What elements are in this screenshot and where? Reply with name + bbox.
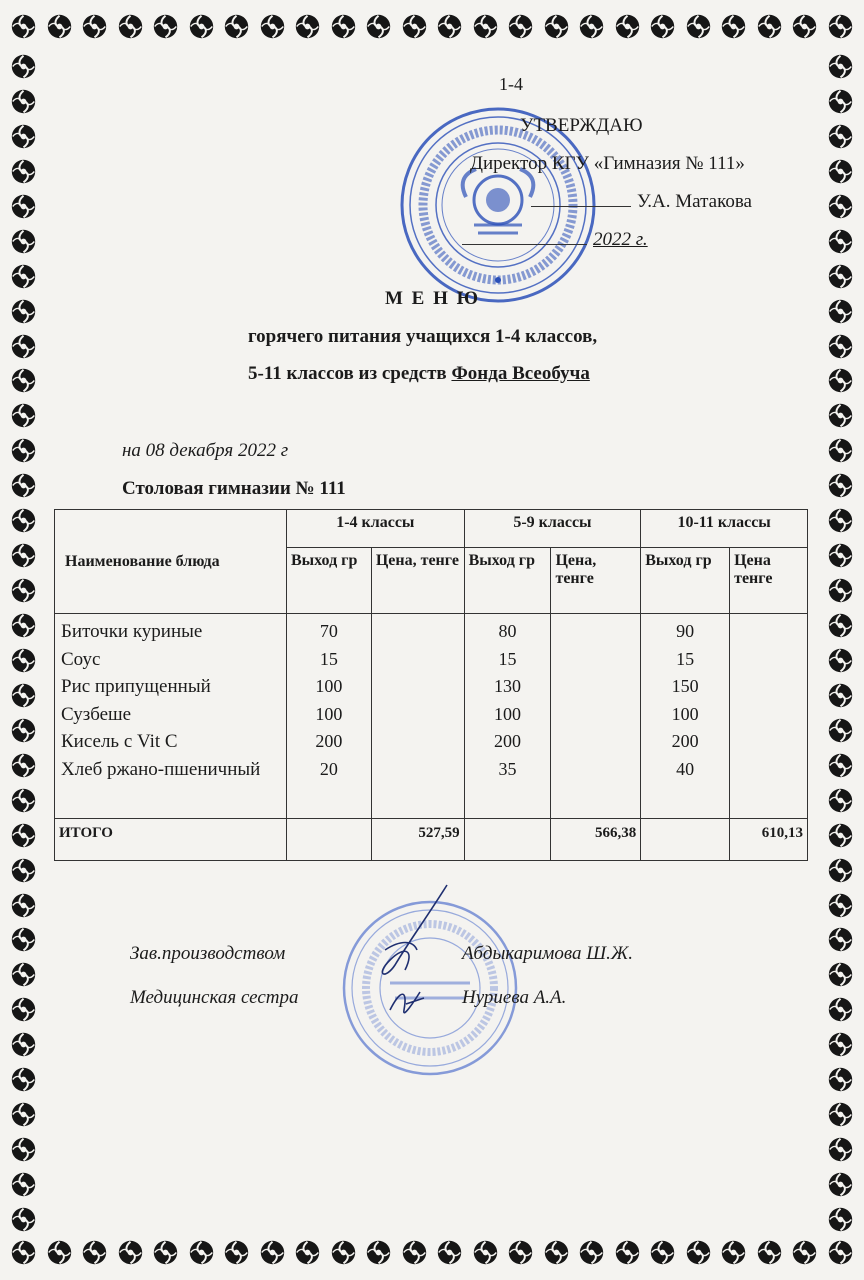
ornament-icon <box>46 13 73 40</box>
group-header-5-9: 5-9 классы <box>464 510 641 548</box>
menu-subtitle-2: 5-11 классов из средств Фонда Всеобуча <box>248 363 590 384</box>
dish-item: Биточки куриные <box>61 621 203 642</box>
ornament-icon <box>10 298 37 325</box>
ornament-icon <box>614 13 641 40</box>
ornament-icon <box>46 1239 73 1266</box>
total-1-4: 527,59 <box>371 819 464 861</box>
dish-item: Соус <box>61 648 101 670</box>
ornament-icon <box>401 1239 428 1266</box>
ornament-icon <box>365 1239 392 1266</box>
out-value: 200 <box>494 731 522 751</box>
ornament-icon <box>472 1239 499 1266</box>
ornament-icon <box>614 1239 641 1266</box>
director-line: Директор КГУ «Гимназия № 111» <box>470 153 745 174</box>
dish-item: Сузбеше <box>61 703 132 725</box>
ornament-icon <box>10 123 37 150</box>
left-ornament-border <box>6 50 41 1236</box>
total-label: ИТОГО <box>55 819 287 861</box>
ornament-icon <box>827 1031 854 1058</box>
ornament-icon <box>827 612 854 639</box>
out-10-11-cell <box>641 614 730 819</box>
ornament-icon <box>152 13 179 40</box>
ornament-icon <box>649 1239 676 1266</box>
ornament-icon <box>827 717 854 744</box>
ornament-icon <box>10 542 37 569</box>
ornament-icon <box>10 577 37 604</box>
ornament-icon <box>827 88 854 115</box>
ornament-icon <box>827 123 854 150</box>
signature-1 <box>355 880 465 990</box>
right-ornament-border <box>823 50 858 1236</box>
ornament-icon <box>188 1239 215 1266</box>
ornament-icon <box>827 647 854 674</box>
ornament-icon <box>472 13 499 40</box>
price-10-11-cell <box>730 614 808 819</box>
signature-2 <box>380 980 440 1030</box>
ornament-icon <box>827 507 854 534</box>
ornament-icon <box>117 1239 144 1266</box>
dish-item: Рис припущенный <box>61 676 211 697</box>
ornament-icon <box>401 13 428 40</box>
ornament-icon <box>827 1239 854 1266</box>
group-header-1-4: 1-4 классы <box>286 510 464 548</box>
menu-title: М Е Н Ю <box>385 288 481 309</box>
ornament-icon <box>294 1239 321 1266</box>
ornament-icon <box>10 612 37 639</box>
out-value: 15 <box>498 648 517 669</box>
ornament-icon <box>578 13 605 40</box>
ornament-icon <box>827 1066 854 1093</box>
out-value: 100 <box>315 676 343 696</box>
ornament-icon <box>10 647 37 674</box>
role-production-head: Зав.производством <box>130 943 286 964</box>
ornament-icon <box>827 193 854 220</box>
ornament-icon <box>827 857 854 884</box>
out-value: 80 <box>498 621 517 641</box>
ornament-icon <box>543 13 570 40</box>
ornament-icon <box>649 13 676 40</box>
out-value: 200 <box>671 731 699 751</box>
ornament-icon <box>685 1239 712 1266</box>
ornament-icon <box>10 787 37 814</box>
dish-column-header: Наименование блюда <box>55 510 287 614</box>
sub-header-price: Цена тенге <box>730 548 808 614</box>
ornament-icon <box>294 13 321 40</box>
ornament-icon <box>10 193 37 220</box>
ornament-icon <box>10 857 37 884</box>
ornament-icon <box>827 996 854 1023</box>
ornament-icon <box>827 1136 854 1163</box>
ornament-icon <box>436 13 463 40</box>
ornament-icon <box>827 1101 854 1128</box>
ornament-icon <box>10 961 37 988</box>
ornament-icon <box>756 13 783 40</box>
sub-header-price: Цена, тенге <box>551 548 641 614</box>
ornament-icon <box>10 158 37 185</box>
ornament-icon <box>827 333 854 360</box>
ornament-icon <box>10 228 37 255</box>
ornament-icon <box>720 13 747 40</box>
ornament-icon <box>827 822 854 849</box>
ornament-icon <box>827 787 854 814</box>
ornament-icon <box>827 682 854 709</box>
ornament-icon <box>827 402 854 429</box>
out-value: 200 <box>315 731 343 751</box>
ornament-icon <box>223 1239 250 1266</box>
ornament-icon <box>543 1239 570 1266</box>
ornament-icon <box>10 1101 37 1128</box>
ornament-icon <box>365 13 392 40</box>
out-value: 15 <box>319 648 338 669</box>
ornament-icon <box>685 13 712 40</box>
ornament-icon <box>10 13 37 40</box>
price-1-4-cell <box>371 614 464 819</box>
dish-list-cell <box>55 614 287 819</box>
ornament-icon <box>791 1239 818 1266</box>
ornament-icon <box>117 13 144 40</box>
ornament-icon <box>827 892 854 919</box>
ornament-icon <box>81 13 108 40</box>
ornament-icon <box>507 1239 534 1266</box>
ornament-icon <box>10 752 37 779</box>
ornament-icon <box>827 437 854 464</box>
ornament-icon <box>720 1239 747 1266</box>
out-1-4-cell <box>286 614 371 819</box>
ornament-icon <box>827 961 854 988</box>
out-value: 130 <box>494 676 522 696</box>
ornament-icon <box>188 13 215 40</box>
ornament-icon <box>436 1239 463 1266</box>
ornament-icon <box>827 367 854 394</box>
ornament-icon <box>578 1239 605 1266</box>
role-nurse: Медицинская сестра <box>130 987 299 1008</box>
ornament-icon <box>10 472 37 499</box>
total-5-9: 566,38 <box>551 819 641 861</box>
menu-table <box>54 509 808 861</box>
out-value: 90 <box>676 621 695 641</box>
total-empty <box>464 819 551 861</box>
total-empty <box>641 819 730 861</box>
out-value: 100 <box>671 703 699 724</box>
ornament-icon <box>10 1206 37 1233</box>
ornament-icon <box>10 1239 37 1266</box>
ornament-icon <box>827 472 854 499</box>
name-production-head: Абдыкаримова Ш.Ж. <box>462 943 633 964</box>
ornament-icon <box>10 717 37 744</box>
sub-header-price: Цена, тенге <box>371 548 464 614</box>
ornament-icon <box>507 13 534 40</box>
ornament-icon <box>10 507 37 534</box>
top-ornament-border <box>6 10 858 43</box>
ornament-icon <box>827 542 854 569</box>
ornament-icon <box>10 367 37 394</box>
ornament-icon <box>10 53 37 80</box>
out-value: 100 <box>315 703 343 724</box>
ornament-icon <box>330 1239 357 1266</box>
ornament-icon <box>827 577 854 604</box>
ornament-icon <box>827 228 854 255</box>
ornament-icon <box>10 892 37 919</box>
dish-item: Кисель с Vit C <box>61 731 178 752</box>
menu-date: на 08 декабря 2022 г <box>122 440 289 461</box>
total-10-11: 610,13 <box>730 819 808 861</box>
ornament-icon <box>10 996 37 1023</box>
canteen-name: Столовая гимназии № 111 <box>122 478 346 499</box>
ornament-icon <box>10 1066 37 1093</box>
ornament-icon <box>10 926 37 953</box>
sub-header-out: Выход гр <box>641 548 730 614</box>
ornament-icon <box>827 926 854 953</box>
approval-date: 2022 г. <box>462 229 648 251</box>
ornament-icon <box>259 1239 286 1266</box>
ornament-icon <box>827 1206 854 1233</box>
sub-header-out: Выход гр <box>286 548 371 614</box>
dish-item: Хлеб ржано-пшеничный <box>61 758 261 780</box>
ornament-icon <box>152 1239 179 1266</box>
bottom-ornament-border <box>6 1236 858 1269</box>
ornament-icon <box>10 402 37 429</box>
sub-header-out: Выход гр <box>464 548 551 614</box>
out-value: 100 <box>494 703 522 724</box>
ornament-icon <box>10 88 37 115</box>
ornament-icon <box>827 158 854 185</box>
name-nurse: Нуриева А.А. <box>462 987 567 1008</box>
ornament-icon <box>10 1031 37 1058</box>
grade-code: 1-4 <box>499 74 523 94</box>
out-value: 20 <box>319 758 338 779</box>
out-value: 150 <box>671 676 699 696</box>
ornament-icon <box>10 333 37 360</box>
ornament-icon <box>827 13 854 40</box>
ornament-icon <box>827 263 854 290</box>
ornament-icon <box>756 1239 783 1266</box>
ornament-icon <box>827 752 854 779</box>
ornament-icon <box>330 13 357 40</box>
out-value: 70 <box>319 621 338 641</box>
out-5-9-cell <box>464 614 551 819</box>
ornament-icon <box>827 298 854 325</box>
total-empty <box>286 819 371 861</box>
group-header-10-11: 10-11 классы <box>641 510 808 548</box>
out-value: 35 <box>498 758 517 779</box>
approve-heading: УТВЕРЖДАЮ <box>520 115 643 136</box>
ornament-icon <box>10 437 37 464</box>
out-value: 15 <box>676 648 695 669</box>
ornament-icon <box>827 53 854 80</box>
ornament-icon <box>223 13 250 40</box>
director-name: У.А. Матакова <box>512 191 752 213</box>
ornament-icon <box>259 13 286 40</box>
out-value: 40 <box>676 758 695 779</box>
ornament-icon <box>10 263 37 290</box>
ornament-icon <box>827 1171 854 1198</box>
ornament-icon <box>81 1239 108 1266</box>
ornament-icon <box>10 682 37 709</box>
menu-subtitle-1: горячего питания учащихся 1-4 классов, <box>248 326 598 347</box>
ornament-icon <box>791 13 818 40</box>
ornament-icon <box>10 822 37 849</box>
ornament-icon <box>10 1171 37 1198</box>
price-5-9-cell <box>551 614 641 819</box>
ornament-icon <box>10 1136 37 1163</box>
